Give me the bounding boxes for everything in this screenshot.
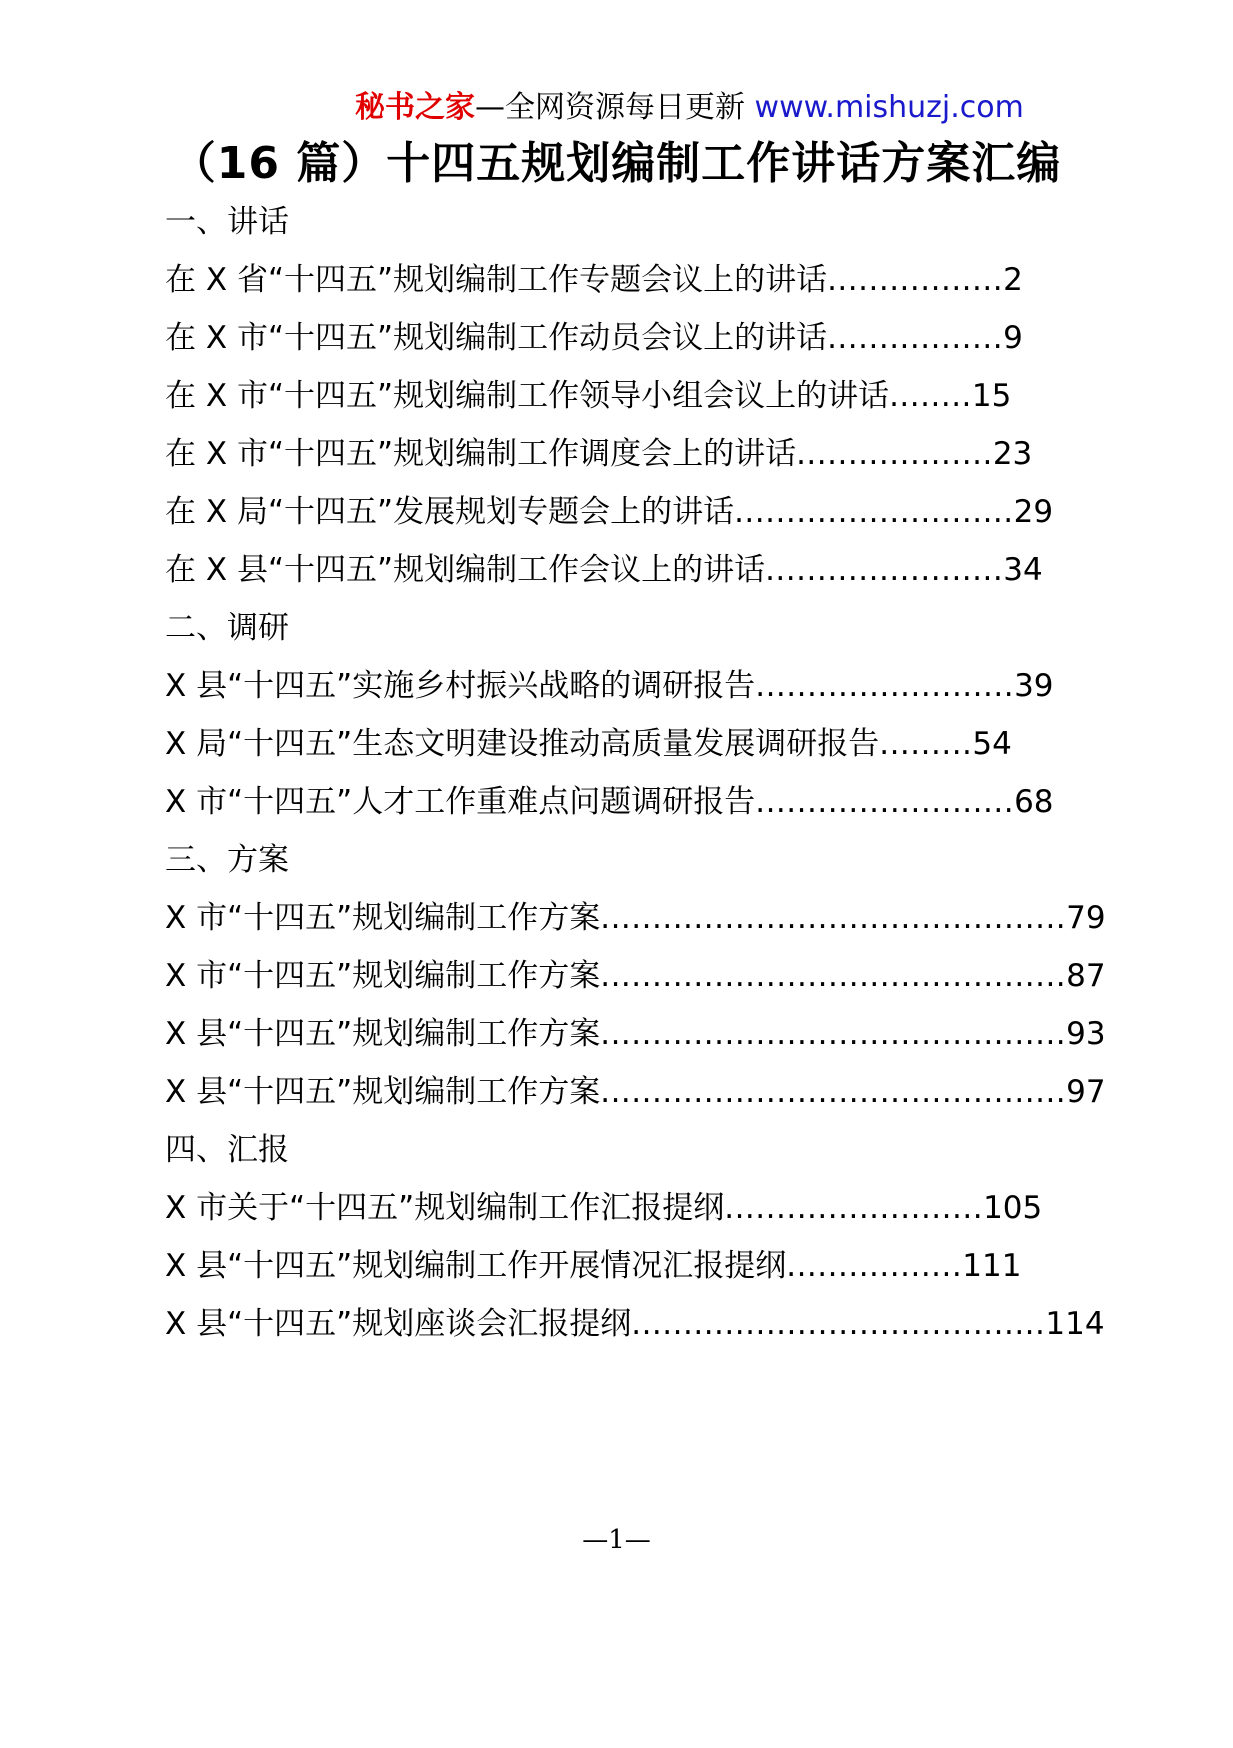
toc-page-number: 114 [1045, 1306, 1105, 1342]
toc-entry[interactable] [165, 483, 1165, 541]
toc-dot-leader: ............................................. [600, 900, 1067, 936]
toc-dot-leader: ......................... [755, 668, 1015, 704]
toc-page-number: 54 [972, 726, 1012, 762]
toc-page-number: 111 [962, 1248, 1022, 1284]
toc-entry-title: X 市关于“十四五”规划编制工作汇报提纲 [165, 1190, 725, 1226]
section-heading: 三、方案 [165, 842, 289, 878]
toc-entry-title: X 县“十四五”规划编制工作方案 [165, 1016, 601, 1052]
banner-tagline: —全网资源每日更新 [475, 90, 755, 125]
toc-dot-leader: ........................................ [631, 1306, 1046, 1342]
toc-page-number: 9 [1003, 320, 1023, 356]
site-url-link[interactable]: www.mishuzj.com [754, 90, 1024, 125]
section-heading: 四、汇报 [165, 1132, 289, 1168]
toc-entry-title: X 县“十四五”实施乡村振兴战略的调研报告 [165, 668, 756, 704]
toc-entry[interactable] [165, 425, 1165, 483]
toc-dot-leader: ............................................. [600, 958, 1067, 994]
toc-entry[interactable] [165, 1295, 1165, 1353]
toc-entry-title: 在 X 县“十四五”规划编制工作会议上的讲话 [165, 552, 766, 588]
section-heading: 一、讲话 [165, 204, 289, 240]
document-title: （16 篇）十四五规划编制工作讲话方案汇编 [171, 138, 1062, 189]
toc-entry[interactable] [165, 657, 1165, 715]
toc-entry[interactable] [165, 1179, 1165, 1237]
toc-entry[interactable] [165, 715, 1165, 773]
toc-dot-leader: ......... [879, 726, 973, 762]
toc-page-number: 97 [1066, 1074, 1106, 1110]
toc-entry-title: X 市“十四五”规划编制工作方案 [165, 900, 601, 936]
toc-dot-leader: ........ [889, 378, 972, 414]
toc-entry[interactable] [165, 1005, 1165, 1063]
toc-entry-title: 在 X 市“十四五”规划编制工作动员会议上的讲话 [165, 320, 828, 356]
toc-entry[interactable] [165, 251, 1165, 309]
toc-entry-title: 在 X 省“十四五”规划编制工作专题会议上的讲话 [165, 262, 828, 298]
toc-entry[interactable] [165, 309, 1165, 367]
toc-entry-title: X 市“十四五”人才工作重难点问题调研报告 [165, 784, 756, 820]
toc-dot-leader: ....................... [765, 552, 1004, 588]
toc-dot-leader: ............................................. [600, 1016, 1067, 1052]
toc-dot-leader: ................... [796, 436, 993, 472]
toc-dot-leader: ............................................. [600, 1074, 1067, 1110]
toc-dot-leader: ................. [827, 320, 1004, 356]
toc-entry-title: X 局“十四五”生态文明建设推动高质量发展调研报告 [165, 726, 880, 762]
toc-page-number: 23 [992, 436, 1033, 472]
section-heading: 二、调研 [165, 610, 289, 646]
toc-page-number: 15 [971, 378, 1012, 414]
toc-entry-title: X 县“十四五”规划编制工作方案 [165, 1074, 601, 1110]
toc-dot-leader: ................. [786, 1248, 963, 1284]
toc-entry[interactable] [165, 367, 1165, 425]
toc-page-number: 79 [1066, 900, 1106, 936]
page-number: —1— [582, 1525, 651, 1555]
brand-name: 秘书之家 [355, 90, 475, 125]
toc-entry-title: 在 X 局“十四五”发展规划专题会上的讲话 [165, 494, 735, 530]
toc-entry[interactable] [165, 773, 1165, 831]
toc-entry-title: X 县“十四五”规划座谈会汇报提纲 [165, 1306, 632, 1342]
toc-page-number: 68 [1014, 784, 1054, 820]
toc-page-number: 29 [1013, 494, 1054, 530]
toc-entry-title: 在 X 市“十四五”规划编制工作调度会上的讲话 [165, 436, 797, 472]
toc-page-number: 105 [983, 1190, 1043, 1226]
toc-page-number: 39 [1014, 668, 1054, 704]
toc-entry[interactable] [165, 541, 1165, 599]
table-of-contents [165, 193, 1165, 1353]
toc-dot-leader: ......................... [724, 1190, 984, 1226]
toc-page-number: 87 [1066, 958, 1106, 994]
toc-entry[interactable] [165, 1237, 1165, 1295]
toc-page-number: 2 [1003, 262, 1023, 298]
toc-entry[interactable] [165, 947, 1165, 1005]
site-banner [355, 88, 1024, 128]
toc-entry-title: X 县“十四五”规划编制工作开展情况汇报提纲 [165, 1248, 787, 1284]
toc-dot-leader: ................. [827, 262, 1004, 298]
toc-page-number: 34 [1003, 552, 1043, 588]
toc-entry-title: 在 X 市“十四五”规划编制工作领导小组会议上的讲话 [165, 378, 890, 414]
toc-entry[interactable] [165, 889, 1165, 947]
toc-dot-leader: ........................... [734, 494, 1014, 530]
toc-dot-leader: ......................... [755, 784, 1015, 820]
toc-page-number: 93 [1066, 1016, 1106, 1052]
toc-entry[interactable] [165, 1063, 1165, 1121]
toc-entry-title: X 市“十四五”规划编制工作方案 [165, 958, 601, 994]
